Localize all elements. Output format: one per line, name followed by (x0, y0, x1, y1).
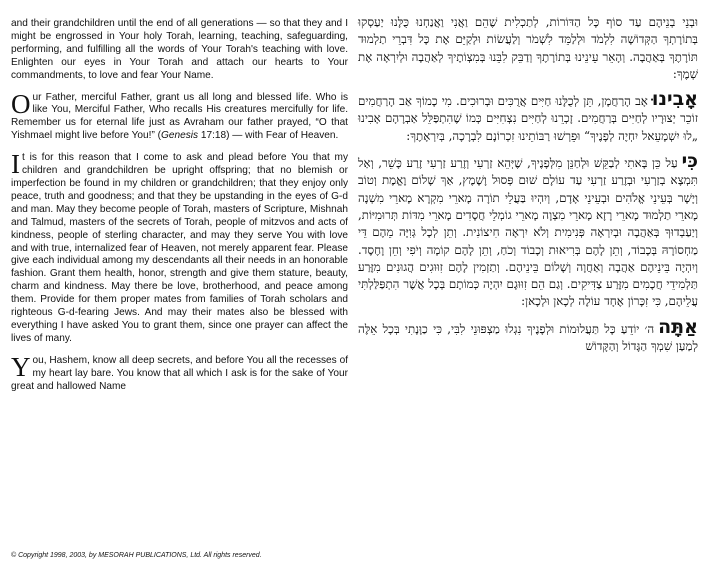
drop-cap: Y (11, 351, 31, 382)
hebrew-paragraph-4 (358, 315, 698, 356)
english-paragraph-4-text: ou, Hashem, know all deep secrets, and before You all the recesses of my heart lay bare. You know that all which I ask is for the sake of Your great and hallowed Name (11, 354, 348, 392)
hebrew-paragraph-3-text: עַל כֵּן בָּאתִי לְבַקֵּשׁ וּלְחַנֵּן מִלְּפָנֶיךָ, שֶׁיְּהֵא זַרְעִי וְזֶרַע זַרְעִי זֶרַע כָּשֵׁר, וְאַל תִּמְצָא בְזַרְעִי וּבְזֶרַע זַרְעִי עַד עוֹלָם שׁוּם פְּסוּל וָשֶׁמֶץ, אַךְ שָׁלוֹם וֶאֱמֶת וְטוֹב וְיָשָׁר בְּעֵינֵי אֱלֹהִים וּבְעֵינֵי אָדָם, וְיִהְיוּ בַּעֲלֵי תוֹרָה מָארֵי מִקְרָא מָארֵי מִשְׁנָה מָארֵי תַלְמוּד מָארֵי רָזָא מָארֵי מִצְוָה מָארֵי גוֹמְלֵי חֲסָדִים מָארֵי מִדּוֹת תְּרוּמִיּוֹת, וְיַעַבְדוּךָ בְּאַהֲבָה וּבְיִרְאָה פְּנִימִית וְלֹא יִרְאָה חִיצוֹנִית. וְתֵן לְכָל גְּוִיָּה מֵהֶם דֵּי מַחְסוֹרָהּ בְּכָבוֹד, וְתֵן לָהֶם בְּרִיאוּת וְכָבוֹד וְכֹחַ, וְתֵן לָהֶם קוֹמָה וְיֹפִי וְחֵן וָחֶסֶד. וְיִהְיֶה בֵּינֵיהֶם אַהֲבָה וְאַחֲוָה וְשָׁלוֹם בֵּינֵיהֶם. וְתַזְמִין לָהֶם זִוּוּגִים הֲגוּנִים מִזֶּרַע תַּלְמִידֵי חֲכָמִים מִזֶּרַע צַדִּיקִים. וְגַם הֵם זִוּוּגָם יִהְיֶה כְּמוֹתָם בְּכָל אֲשֶׁר הִתְפַּלַּלְתִּי עֲלֵיהֶם, כִּי זִכָּרוֹן אֶחָד עוֹלֶה לְכָאן וּלְכָאן: (357, 156, 698, 309)
scripture-reference: Genesis (161, 130, 199, 142)
english-paragraph-3-text: t is for this reason that I come to ask and plead before You that my children and grandchildren be upright offspring; that no blemish or imperfection be found in my children or grandchildren; that they enjoy only peace, truth and goodness; and that they be upstanding in the eyes of G-d and man. May they become people of Torah, masters of Scripture, Mishnah and Talmud, masters of the secrets of Torah, people of mitzvos and acts of kindness, people of sterling character, and may they serve You with love and with true, internalized fear of Heaven, not merely apparent fear. Please give each individual among my descendants all their needs in an honorable fashion. Grant them health, honor, strength and give them stature, beauty, charm and kindness. May there be love, brotherhood, and peace among them. Provide for them proper mates from families of Torah scholars and righteous G-d-fearing Jews. And may their mates also be blessed with everything I have asked You to grant them, since one prayer can affect the lives of many. (11, 152, 348, 344)
english-paragraph-2-text-a: ur Father, merciful Father, grant us all long and blessed life. Who is like You, Merciful Father, Who recalls His creatures mercifully for life. Remember us for eternal life just as Avraham our father prayed, “O that Yishmael might live before You!” ( (11, 91, 348, 142)
english-paragraph-2 (11, 88, 348, 144)
english-paragraph-3 (11, 149, 348, 346)
hebrew-paragraph-2-text: אָב הָרַחֲמָן, תֵּן לְכֻלָּנוּ חַיִּים אֲרֻכִּים וּבְרוּכִים. מִי כָמוֹךָ אַב הָרַחֲמִים זוֹכֵר יְצוּרָיו לְחַיִּים בְּרַחֲמִים. זָכְרֵנוּ לְחַיִּים נִצְחִיִּים כְּמוֹ שֶׁהִתְפַּלֵּל אַבְרָהָם אָבִינוּ „לוּ יִשְׁמָעֵאל יִחְיֶה לְפָנֶיךָ“ וּפֵרְשׁוּ רַבּוֹתֵינוּ זִכְרוֹנָם לִבְרָכָה, בְּיִרְאָתֶךָ: (358, 94, 698, 143)
english-paragraph-1: and their grandchildren until the end of all generations — so that they and I might be engrossed in Your holy Torah, learning, teaching, safeguarding, performing, and fulfilling all the words of Your Torah's teaching with love. Enlighten our eyes in Your Torah and attach our hearts to Your commandments, to love and fear Your Name. (11, 18, 348, 81)
hebrew-lead-word: אַתָּה (658, 315, 698, 338)
hebrew-paragraph-3 (357, 150, 698, 311)
hebrew-lead-word: כִּי (681, 150, 698, 173)
english-paragraph-2-text-b: 17:18) — with Fear of Heaven. (198, 130, 339, 142)
drop-cap: I (11, 149, 20, 180)
hebrew-paragraph-1: וּבְנֵי בְנֵיהֶם עַד סוֹף כָּל הַדּוֹרוֹת, לְתַכְלִית שֶׁהֵם וַאֲנִי וַאֲנַחְנוּ כֻּלָּנוּ יַעַסְקוּ בְּתוֹרָתְךָ הַקְּדוֹשָׁה לִלְמֹד וּלְלַמֵּד לִשְׁמֹר וְלַעֲשׂוֹת וּלְקַיֵּם אֶת כָּל דִּבְרֵי תַלְמוּד תּוֹרָתֶךָ בְּאַהֲבָה. וְהָאֵר עֵינֵינוּ בְּתוֹרָתֶךָ וְדַבֵּק לִבֵּנוּ בְּמִצְוֹתֶיךָ לְאַהֲבָה וּלְיִרְאָה אֶת שְׁמֶךָ: (358, 15, 698, 81)
english-paragraph-4 (11, 351, 348, 394)
hebrew-column (358, 14, 698, 363)
hebrew-paragraph-4-text: ה׳ יוֹדֵעַ כָּל תַּעֲלוּמוֹת וּלְפָנֶיךָ נִגְלוּ מַצְפּוּנֵי לִבִּי, כִּי כַוָּנָתִי בְּכָל אֵלֶּה לְמַעַן שִׁמְךָ הַגָּדוֹל וְהַקָּדוֹשׁ (358, 321, 698, 354)
english-column (11, 18, 348, 402)
hebrew-paragraph-2 (358, 88, 698, 145)
hebrew-lead-word: אָבִינוּ (651, 88, 698, 111)
copyright-notice: © Copyright 1998, 2003, by MESORAH PUBLICATIONS, Ltd. All rights reserved. (11, 552, 262, 559)
drop-cap: O (11, 88, 31, 119)
